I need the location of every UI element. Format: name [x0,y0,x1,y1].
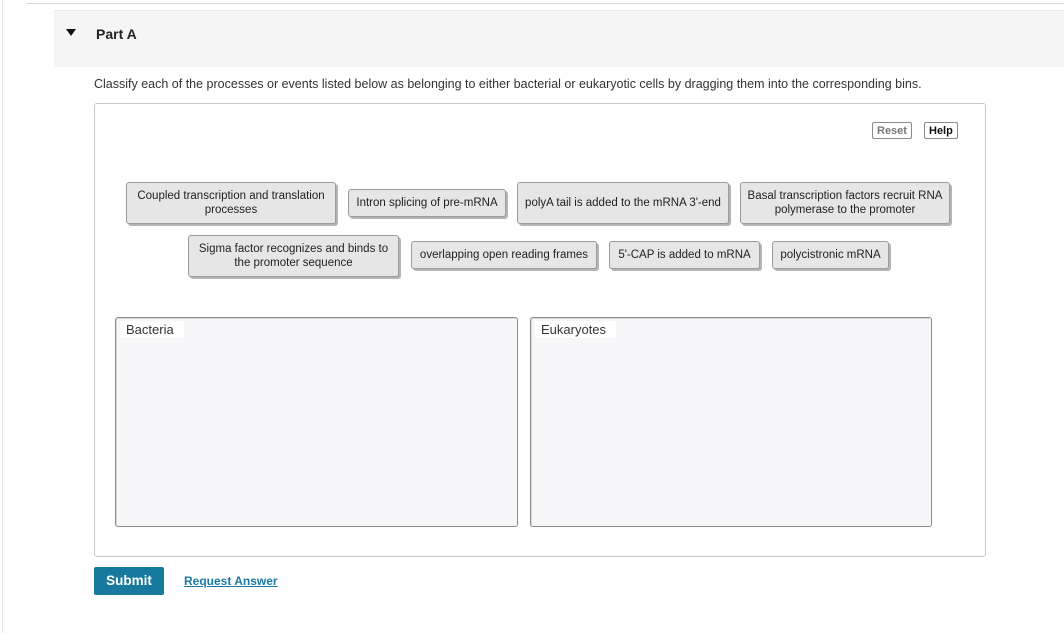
drag-item-polya-tail[interactable]: polyA tail is added to the mRNA 3'-end [517,182,729,224]
bin-eukaryotes[interactable] [530,317,932,527]
bin-eukaryotes-label: Eukaryotes [535,321,616,338]
reset-button[interactable]: Reset [872,122,912,139]
left-divider [2,0,3,633]
drag-item-coupled-transcription[interactable]: Coupled transcription and translation processes [126,182,336,224]
collapse-caret-icon[interactable] [66,29,76,36]
drag-item-sigma-factor[interactable]: Sigma factor recognizes and binds to the promoter sequence [188,235,399,277]
drag-item-polycistronic-mrna[interactable]: polycistronic mRNA [772,241,889,269]
drag-item-5-cap[interactable]: 5'-CAP is added to mRNA [609,241,760,269]
drag-item-overlapping-orfs[interactable]: overlapping open reading frames [411,241,597,269]
question-instructions: Classify each of the processes or events listed below as belonging to either bacterial or eukaryotic cells by dragging them into the corresponding bins. [94,77,922,91]
part-header[interactable] [54,10,1064,67]
request-answer-link[interactable]: Request Answer [184,574,278,588]
help-button[interactable]: Help [924,122,958,139]
part-title: Part A [96,26,137,42]
bin-bacteria[interactable] [115,317,518,527]
top-divider [26,3,1064,4]
drag-item-basal-transcription-factors[interactable]: Basal transcription factors recruit RNA polymerase to the promoter [740,182,950,224]
submit-button[interactable]: Submit [94,567,164,595]
drag-drop-area [94,103,986,557]
drag-item-intron-splicing[interactable]: Intron splicing of pre-mRNA [348,189,506,217]
bin-bacteria-label: Bacteria [120,321,184,338]
